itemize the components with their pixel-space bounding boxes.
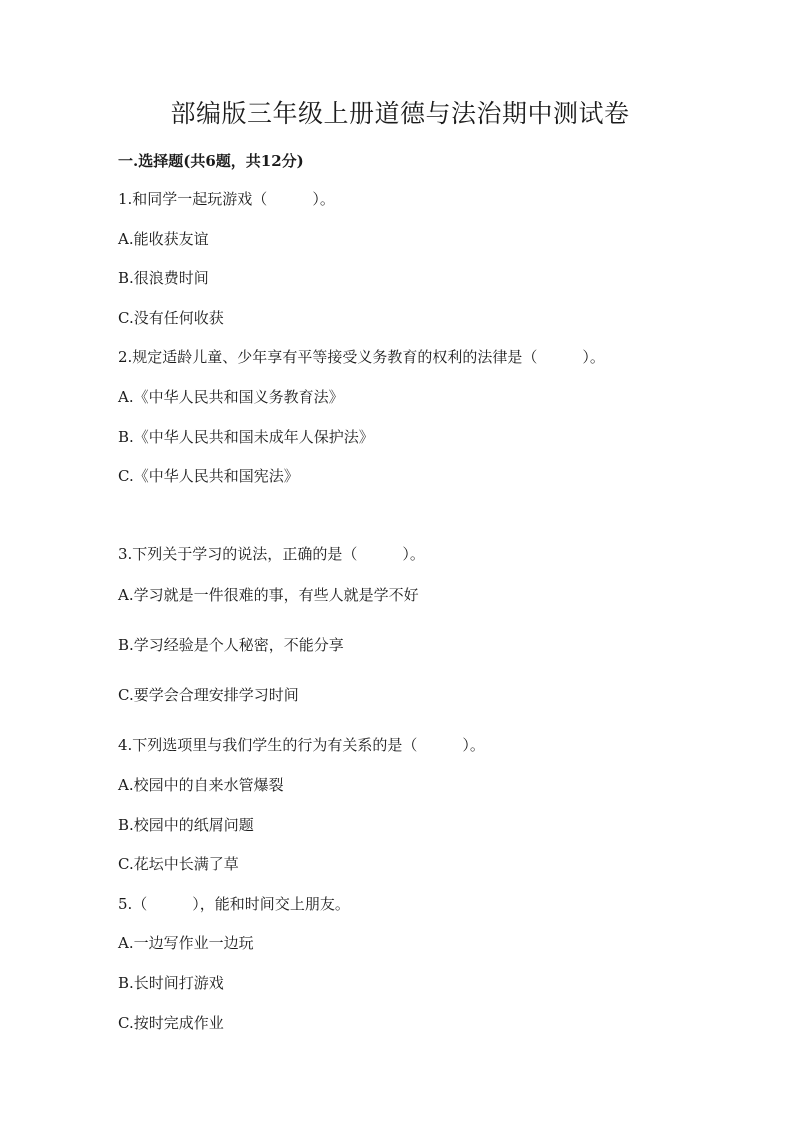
option-c: C.没有任何收获 [118,309,224,327]
question-stem: 5.（ ），能和时间交上朋友。 [118,895,350,913]
option-a: A.学习就是一件很难的事，有些人就是学不好 [118,586,419,604]
option-c: C.花坛中长满了草 [118,855,239,873]
question-stem: 4.下列选项里与我们学生的行为有关系的是（ ）。 [118,736,485,754]
option-a: A.一边写作业一边玩 [118,934,254,952]
question-stem: 1.和同学一起玩游戏（ ）。 [118,190,335,208]
option-c: C.按时完成作业 [118,1014,224,1032]
option-c: C.《中华人民共和国宪法》 [118,467,299,485]
option-a: A.校园中的自来水管爆裂 [118,776,284,794]
option-c: C.要学会合理安排学习时间 [118,686,299,704]
option-a: A.能收获友谊 [118,230,209,248]
option-b: B.《中华人民共和国未成年人保护法》 [118,428,374,446]
option-a: A.《中华人民共和国义务教育法》 [118,388,344,406]
option-b: B.很浪费时间 [118,269,209,287]
option-b: B.长时间打游戏 [118,974,224,992]
question-stem: 3.下列关于学习的说法，正确的是（ ）。 [118,545,425,563]
question-stem: 2.规定适龄儿童、少年享有平等接受义务教育的权利的法律是（ ）。 [118,348,605,366]
section-heading: 一.选择题(共6题，共12分) [118,152,304,170]
page-title: 部编版三年级上册道德与法治期中测试卷 [170,99,630,128]
option-b: B.学习经验是个人秘密，不能分享 [118,636,344,654]
option-b: B.校园中的纸屑问题 [118,816,254,834]
